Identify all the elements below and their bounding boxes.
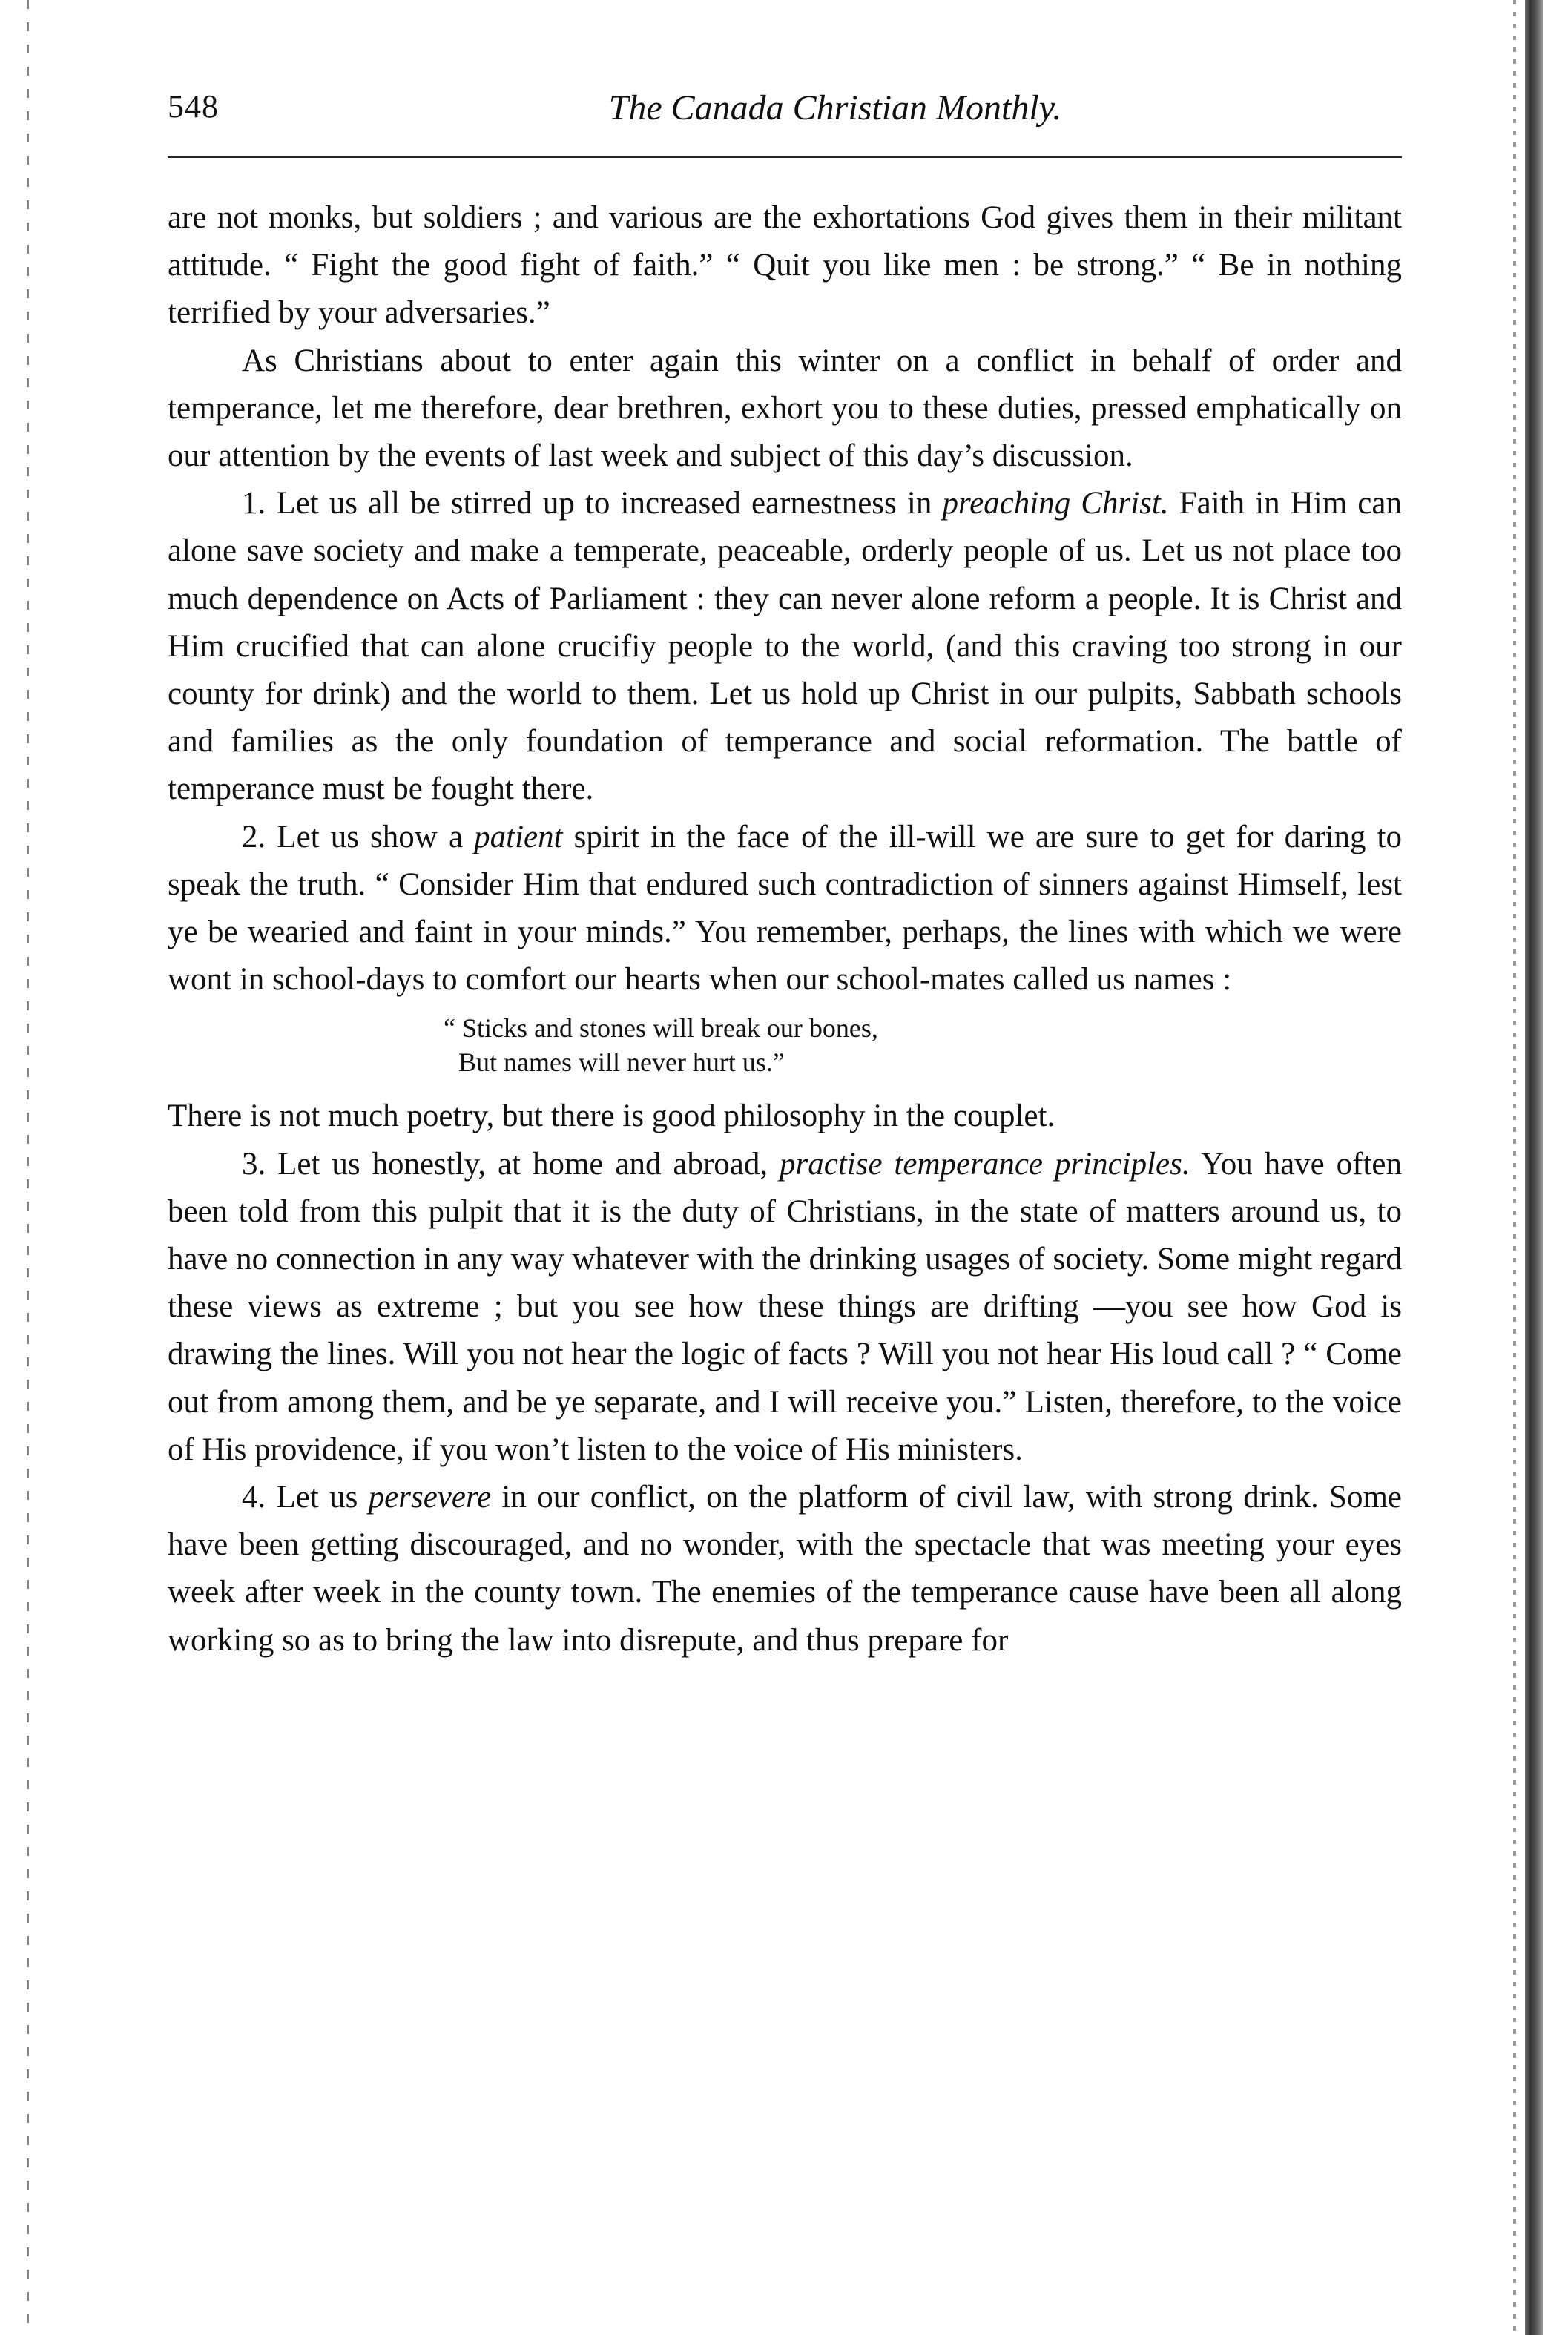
paragraph-continuation: are not monks, but soldiers ; and various are the exhortations God gives them in their militant attitude. “ Fight the good fight of faith.” “ Quit you like men : be strong.” “ Be in nothing terrified by your adversaries.”: [168, 200, 1402, 331]
scan-edge-right: [1525, 0, 1543, 2335]
header-rule: [168, 156, 1402, 158]
point-1-text: Faith in Him can alone save society and make a temperate, peaceable, orderly people of us. Let us not place too much dependence on Acts of Parliament : they can never alone reform a people. It is Christ and Him crucified that can alone crucifiy people to the world, (and this craving too strong in our county for drink) and the world to them. Let us hold up Christ in our pulpits, Sabbath schools and families as the only foundation of temperance and social reformation. The battle of temperance must be fought there.: [168, 486, 1402, 807]
point-3-lead: 3. Let us honestly, at home and abroad,: [242, 1146, 780, 1182]
page-number: 548: [168, 88, 219, 125]
page-header: [168, 88, 1399, 139]
paragraph-couplet-comment: There is not much poetry, but there is good philosophy in the couplet.: [168, 1099, 1055, 1134]
paragraph-point-3: [168, 1141, 1402, 1474]
paragraph-point-4: [168, 1474, 1402, 1664]
verse-line-1: “ Sticks and stones will break our bones,: [444, 1013, 878, 1044]
point-1-lead: 1. Let us all be stirred up to increased earnestness in: [242, 486, 943, 521]
point-4-text: in our conflict, on the platform of civil law, with strong drink. Some have been getting discouraged, and no wonder, with the spectacle that was meeting your eyes week after week in the county town. The enemies of the temperance cause have been all along working so as to bring the law into disrepute, and thus prepare for: [168, 1480, 1402, 1658]
scan-edge-left: [27, 0, 29, 2335]
point-3-emphasis: practise temperance principles.: [780, 1146, 1190, 1182]
point-2-emphasis: patient: [474, 819, 563, 854]
verse-couplet: [168, 1011, 1402, 1079]
point-4-emphasis: persevere: [368, 1480, 492, 1515]
point-2-lead: 2. Let us show a: [242, 819, 475, 854]
point-3-text: You have often been told from this pulpit that it is the duty of Christians, in the state of matters around us, to have no connection in any way whatever with the drinking usages of society. Some might regard these views as extreme ; but you see how these things are drifting —you see how God is drawing the lines. Will you not hear the logic of facts ? Will you not hear His loud call ? “ Come out from among them, and be ye separate, and I will receive you.” Listen, therefore, to the voice of His providence, if you won’t listen to the voice of His ministers.: [168, 1146, 1402, 1467]
paragraph-point-1: [168, 480, 1402, 813]
point-1-emphasis: preaching Christ.: [942, 486, 1169, 521]
verse-line-2: But names will never hurt us.”: [458, 1047, 785, 1078]
running-title: The Canada Christian Monthly.: [608, 88, 1062, 128]
point-4-lead: 4. Let us: [242, 1480, 369, 1515]
point-2-text: spirit in the face of the ill-will we are sure to get for daring to speak the truth. “ Consider Him that endured such contradiction of sinners against Himself, lest ye be wearied and faint in your minds.” You remember, perhaps, the lines with which we were wont in school-days to comfort our hearts when our school-mates called us names :: [168, 819, 1402, 998]
scan-edge-right-inner: [1513, 0, 1516, 2335]
body-text: [168, 194, 1402, 1664]
paragraph-exhortation-intro: As Christians about to enter again this winter on a conflict in behalf of order and temperance, let me therefore, dear brethren, exhort you to these duties, pressed emphatically on our attention by the events of last week and subject of this day’s discussion.: [168, 343, 1402, 474]
paragraph-point-2: [168, 814, 1402, 1004]
